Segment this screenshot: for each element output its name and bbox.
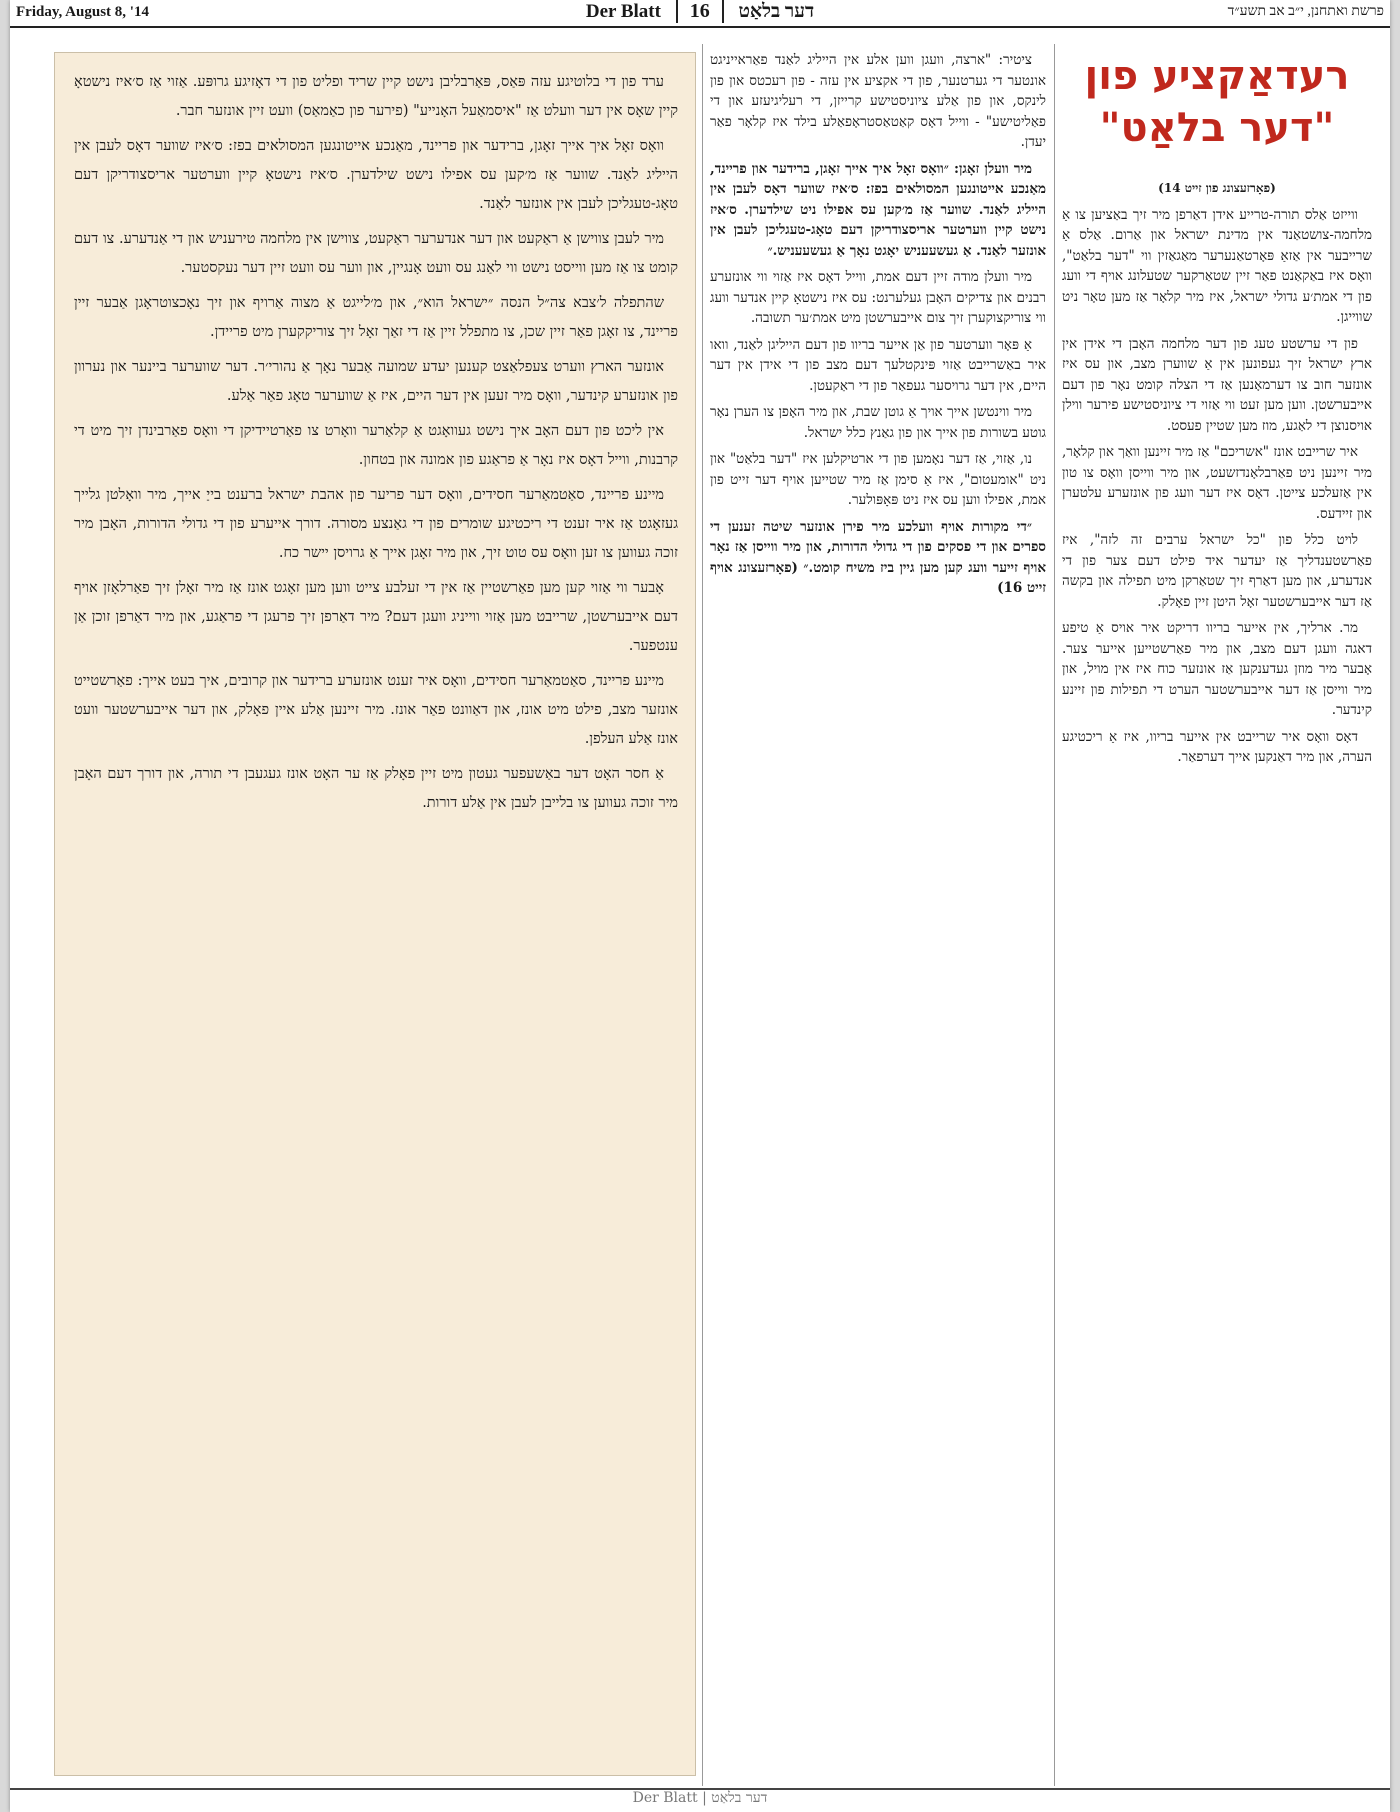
paragraph: נו, אַזוי, אַז דער נאָמען פון די ארטיקלען איז "דער בלאַט" און ניט "אומעטום", איז אַ סימן אַז מיר שטייען אויף דער זייט פון אמת, אפילו ווען עס איז ניט פּאָפּולער. [710,451,1046,508]
paragraph: ציטיר: "ארצה, וועגן ווען אלע אין הייליג לאַנד פאַראייניגט אונטער די גערטנער, פון די אקציע אין עזה - פון רעכטס און פון לינקס, און פון אַלע ציוניסטישע קרייזן, די רעליגיעזע און די פאַליטישע" - ווייל דאָס קאַטאַסטראָפאַלע בילד איז קלאָר פאַר יעדן. [710,52,1046,150]
paragraph: ווייזט אַלס תורה-טרייע אידן דאַרפן מיר זיך באַציען צו אַ מלחמה-צושטאַנד אין מדינת ישראל און אַרום. אַלס אַ שרייבער אין אַזאַ פּאָרטאַנערער מאַגאַזין ווי "דער בלאַט", וואָס איז באַקאַנט פאַר זיין שטאַרקער שטעלונג אויף די וועג פון די אמת׳ע גדולי ישראל, איז מיר קלאָר אַז מען טאָר ניט שווייגן. [1062,206,1372,325]
paragraph: אונזער הארץ ווערט צעפלאַצט קענען יעדע שמועה אַבער נאָך אַ נהורי׳ר. דער שווערער ביינער און נערוון פון אונזערע קינדער, וואָס מיר זעען אין דער היים, איז אַ שווערער טאָג פאַר אַלע. [74,359,678,404]
article-headline: רעדאַקציע פון "דער בלאַט" [1084,53,1350,151]
paragraph: מר. ארליך, אין אייער בריוו דריקט איר אויס אַ טיפע דאגה וועגן דעם מצב, און מיר פאַרשטייען אייער צער. אָבער מיר מוזן געדענקען אַז אונזער כוח איז אין מויל, און מיר ווייסן אַז דער אייבערשטער הערט די תפילות פון זיינע קינדער. [1062,620,1372,718]
right-article-column [1062,178,1372,1782]
page-number: 16 [676,0,724,23]
paragraph: אַ פּאָר ווערטער פון אַן אייער בריוו פון דעם הייליגן לאַנד, וואו איר באַשרייבט אַזוי פּינקטלעך דעם מצב פון די אידן אין דער היים, אין דער גרויסער געפאַר פון די ראַקעטן. [710,336,1046,394]
masthead-center [550,0,850,23]
paragraph: וואָס זאָל איך אייך זאָגן, ברידער און פריינד, מאַנכע אייטונגען המסולאים בפז: ס׳איז שווער דאָס לעבן אין הייליג לאַנד. שווער אַז מ׳קען עס אפילו נישט שילדערן. ס׳איז נישטאָ קיין ווערטער אריסצודריקן דעם טאָג-טעגליכן לעבן אין אונזער לאַנד. [74,138,678,212]
bold-quote-paragraph: ״די מקורות אויף וועלכע מיר פירן אונזער שיטה זענען די ספרים און די פסקים פון די גדולי הדורות, און מיר ווייסן אַז נאָר אויף זייער וועג קען מען גיין ביז משיח קומט.״ (פאָרזעצונג אויף זייט 16) [710,518,1046,596]
left-article-column [74,68,678,1762]
column-rule [702,44,703,1786]
issue-date: Friday, August 8, '14 [16,4,149,20]
paragraph: מיינע פריינד, סאַטמאַרער חסידים, וואָס איר זענט אונזערע ברידער און קרובים, איך בעט אייך: פאַרשטייט אונזער מצב, פילט מיט אונז, און דאַוונט פאַר אונז. מיר זיינען אַלע איין פאָלק, און דער אייבערשטער וועט אונז אַלע העלפן. [74,673,678,747]
paragraph: ערד פון די בלוטיגע עזה פּאַס, פּאַרבליבן נישט קיין שריד ופליט פון די דאָזיגע גרופּע. אַזוי אַז ס׳איז נישטאָ קיין שאָס אין דער וועלט אַז "איסמאַעל האָנייע" (פירער פון כאַמאַס) וועט זיין אונזער חבר. [74,74,678,119]
paragraph: אַ חסר האָט דער באַשעפער געטון מיט זיין פאָלק אַז ער האָט אונז געגעבן די תורה, און דורך דעם האָבן מיר זוכה געווען צו בלייבן לעבן אין אַלע דורות. [74,766,678,811]
newspaper-page [10,0,1390,1812]
masthead [10,0,1390,28]
paragraph: מיר ווינטשן אייך אויך אַ גוטן שבת, און מיר האָפן צו הערן נאָר גוטע בשורות פון אייך און פון גאַנץ כלל ישראל. [710,404,1046,441]
continued-from-credit: (פאָרזעצונג פון זייט 14) [1158,181,1276,195]
column-rule [1054,44,1055,1786]
paragraph: לויט כלל פון "כל ישראל ערבים זה לזה", איז פאַרשטענדליך אַז יעדער איד פילט דעם צער פון די אנדערע, און מען דאַרף זיך שטאַרקן מיט תפילה און בקשה אַז דער אייבערשטער זאָל היטן זיין פאָלק. [1062,532,1372,610]
page-footer: Der Blatt | דער בלאַט [10,1788,1390,1812]
paragraph: מיר וועלן מודה זיין דעם אמת, ווייל דאָס איז אַזוי ווי אונזערע רבנים און צדיקים האָבן געלערנט: עס איז נישטאָ קיין אנדער וועג ווי צוריקצוקערן זיך צום אייבערשטן מיט אמת׳ער תשובה. [710,269,1046,326]
paragraph: אין ליכט פון דעם האָב איך נישט געוואָגט אַ קלאַרער וואָרט צו פאַרטיידיקן די וואָס פאַרבינדן זיך מיט די קרבנות, ווייל דאָס איז נאָר אַ פראַגע פון אמונה און בטחון. [74,423,678,468]
middle-article-column [710,50,1046,1780]
paragraph: שהתפלה ל׳צבא צה״ל הנסה ״ישראל הוא״, און מ׳לייגט אַ מצוה אַרויף און זיך נאָכצוטראָגן אַבער זיין פריינד, צו זאָגן פאַר זיין שכן, צו מתפלל זיין אַז די זאַך זאָל זיך צוריקקערן מיט פריידן. [74,295,678,340]
paragraph: דאָס וואָס איר שרייבט אין אייער בריוו, איז אַ ריכטיגע הערה, און מיר דאַנקען אייך דערפאַר. [1062,728,1372,765]
paragraph: מיר לעבן צווישן אַ ראַקעט און דער אנדערער ראַקעט, צווישן אין מלחמה טירעניש און די אַנדערע. צו דעם קומט צו אַז מען ווייסט נישט ווי לאַנג עס וועט אָנגיין, און ווער עס וועט זיין דער נעקסטער. [74,231,678,276]
brand-yiddish: דער בלאַט [738,1,815,22]
parsha-date: פרשת ואתחנן, י״ב אב תשע״ד [1227,4,1384,19]
paragraph: פון די ערשטע טעג פון דער מלחמה האָבן די אידן אין ארץ ישראל זיך געפונען אין אַ שווערן מצב, און עס איז אונזער חוב צו דערמאָנען אַז די הצלה קומט נאָר פון דעם אייבערשטן. ווען מען זעט ווי אַזוי די ציוניסטישע פירער ווילן אויסנוצן די לאַגע, מוז מען שטיין פעסט. [1062,335,1372,434]
bold-quote-paragraph: מיר וועלן זאָגן: ״וואָס זאָל איך אייך זאָגן, ברידער און פריינד, מאַנכע אייטונגען המסולאים בפז: ס׳איז שווער דאָס לעבן אין הייליג לאַנד. שווער אַז מ׳קען עס אפילו ניט שילדערן. ס׳איז נישט קיין ווערטער אריסצודריקן דעם טאָג-טעגליכן לעבן אין אונזער לאַנד. אַ געשעעניש יאָגט נאָך אַ געשעעניש.״ [710,160,1046,259]
paragraph: מיינע פריינד, סאַטמאַרער חסידים, וואָס דער פריער פון אהבת ישראל ברענט בייַ אייך, מיר וואָלטן גלייך געזאָגט אַז איר זענט די ריכטיגע שומרים פון די גאַנצע מסורה. דורך אייערע פון די גדולי הדורות, האָבן מיר זוכה געווען צו זען וואָס עס טוט זיך, און מיר זאָגן אייך אַ גרויסן יישר כח. [74,487,678,561]
paragraph: איר שרייבט אונז "אשריכם" אַז מיר זיינען וואַך און קלאָר, מיר זיינען ניט פאַרבלאָנדזשעט, און מיר ווייסן וואָס צו טון אין אַזעלכע צייטן. דאָס איז דער וועג פון אונזערע עלטערן און זיידעס. [1062,444,1372,522]
paragraph: אָבער ווי אַזוי קען מען פאַרשטיין אַז אין די זעלבע צייט ווען מען זאָגט אונז אַז מיר זאָלן זיך פאַרלאָזן אויף דעם אייבערשטן, שרייבט מען אַזוי ווייניג וועגן דעם? מיר דאַרפן זיך פרעגן די פראַגע, און מיר דאַרפן זוכן אַן ענטפער. [74,580,678,654]
brand-english: Der Blatt [585,1,661,22]
